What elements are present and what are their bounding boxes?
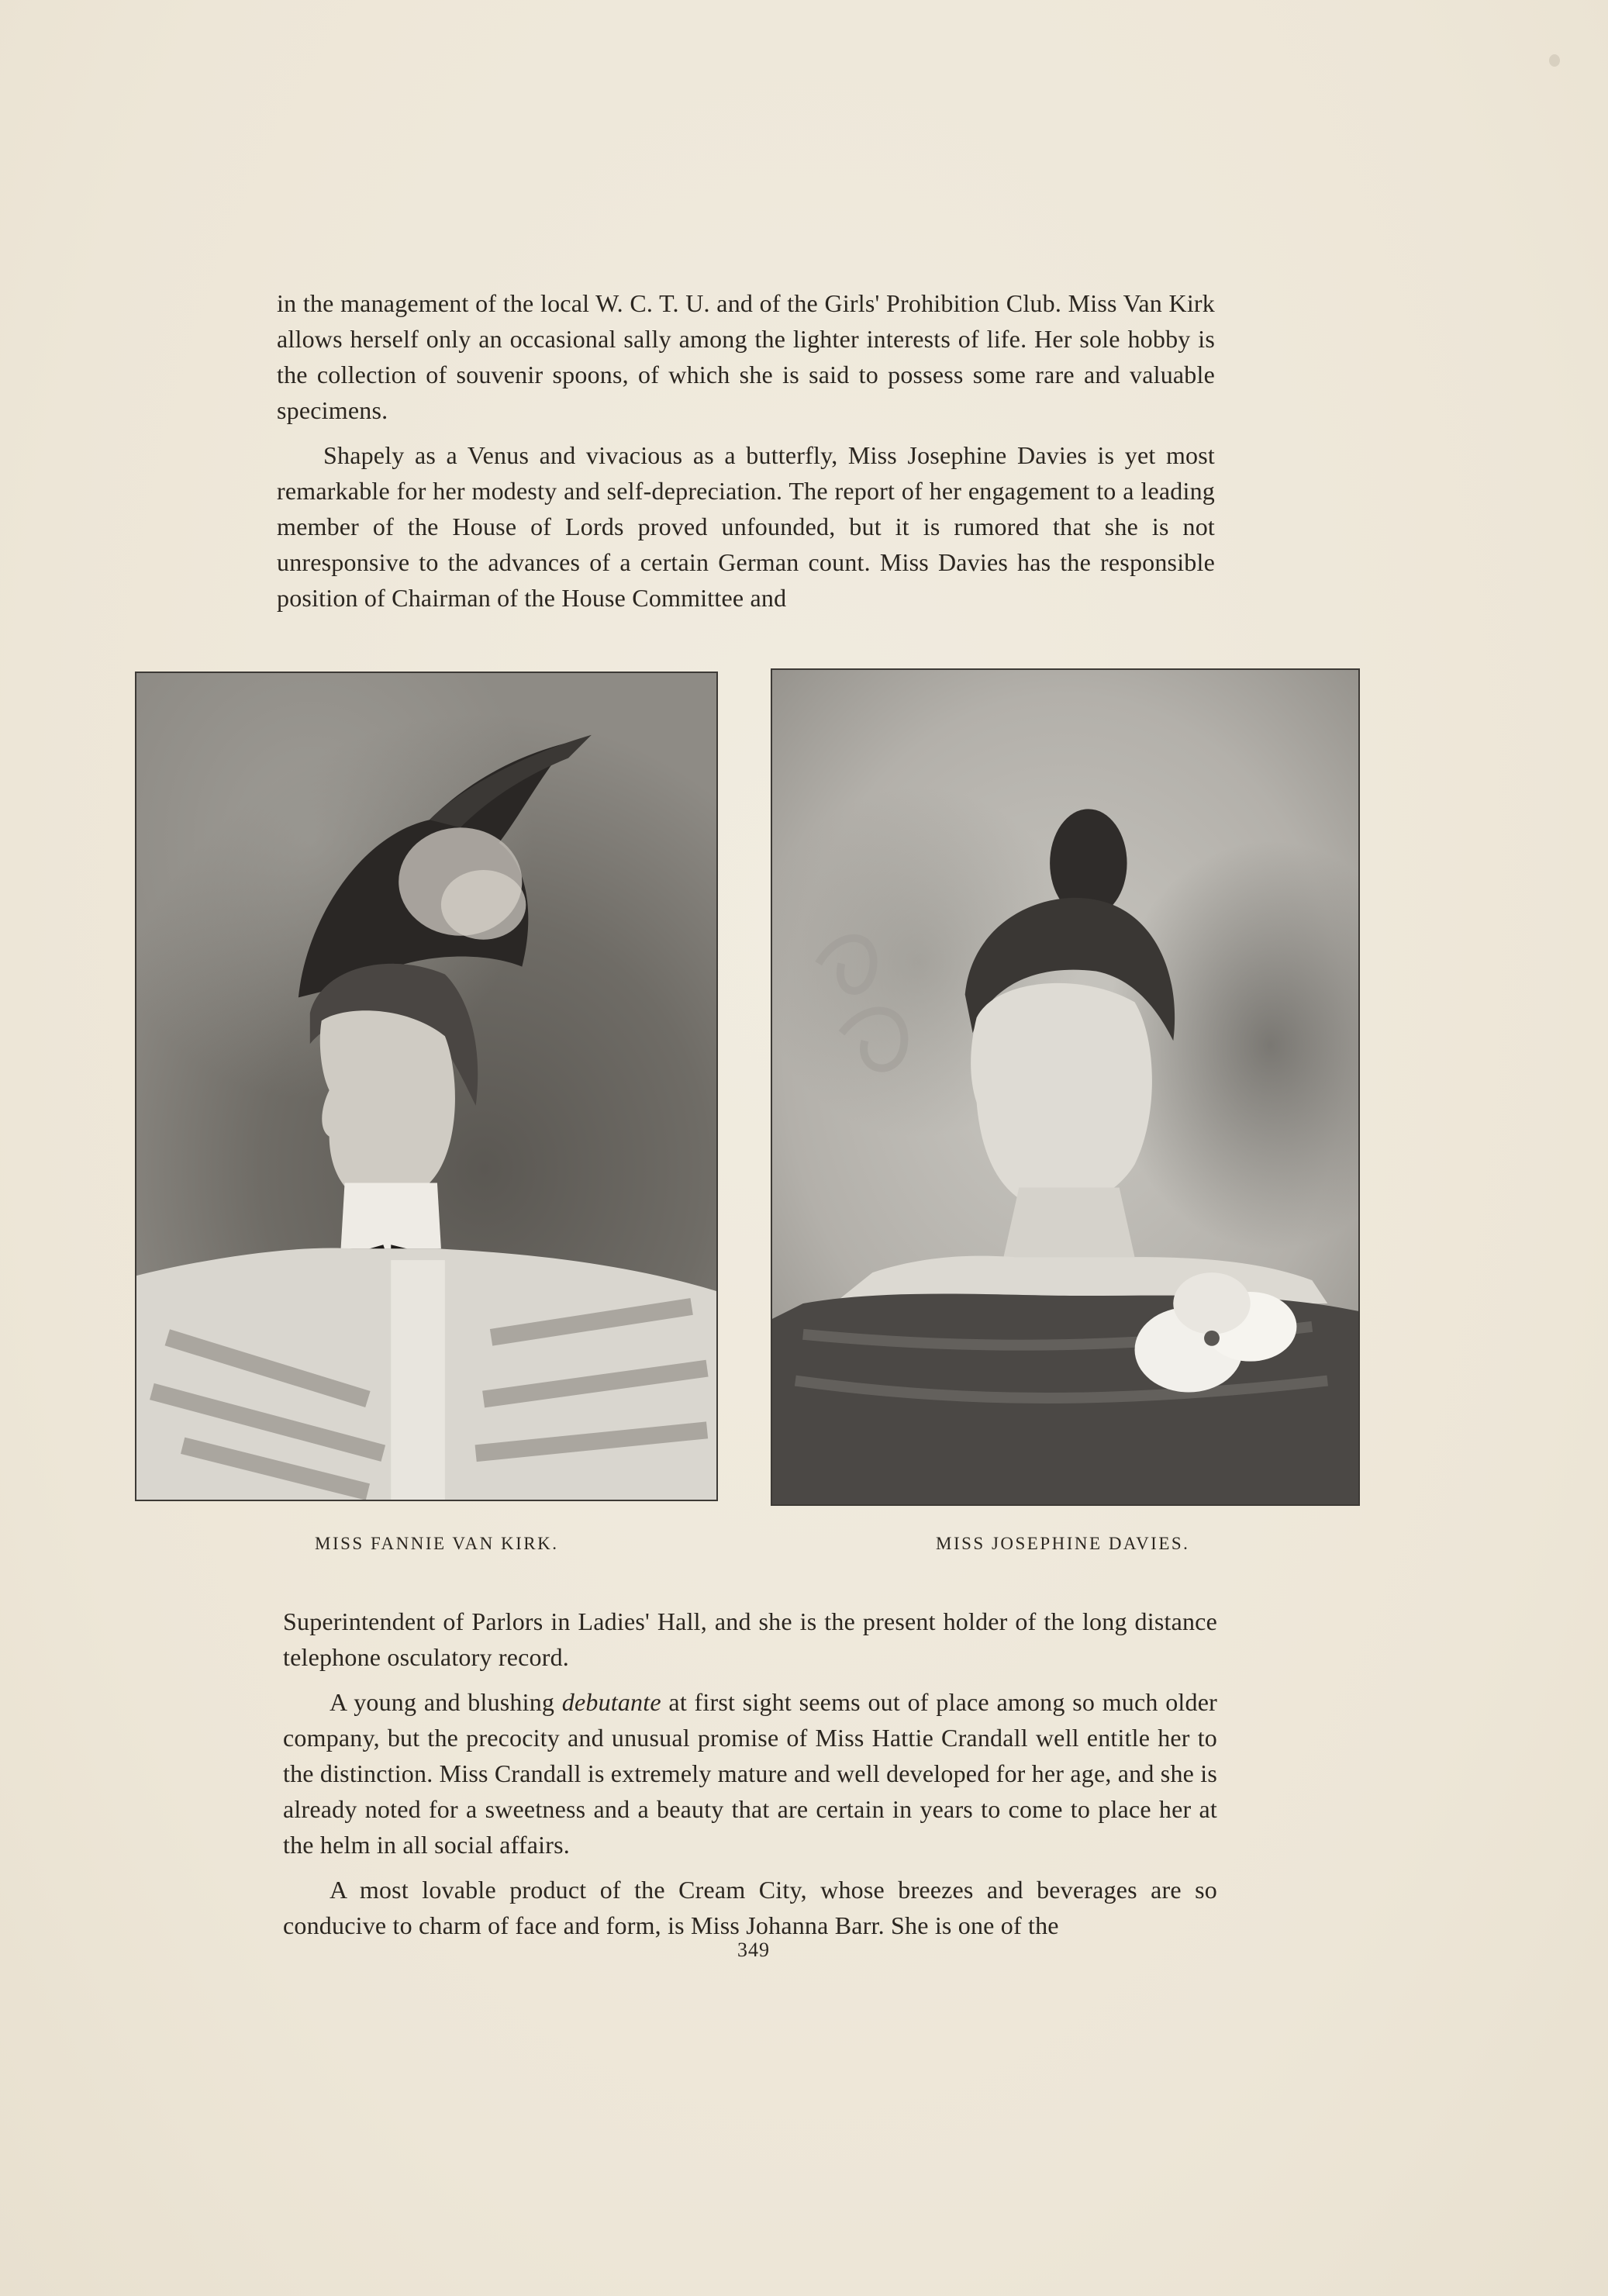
paragraph-davies-continued: Superintendent of Parlors in Ladies' Hall, and she is the present holder of the long distance telephone osculatory record. (283, 1607, 1217, 1671)
italic-debutante: debutante (561, 1688, 661, 1716)
portrait-josephine-davies (771, 668, 1360, 1506)
bottom-text-block (283, 1604, 1217, 1952)
paragraph-johanna-barr: A most lovable product of the Cream City, whose breezes and beverages are so conducive to charm of face and form, is Miss Johanna Barr. She is one of the (283, 1876, 1217, 1939)
caption-fannie-van-kirk: MISS FANNIE VAN KIRK. (315, 1534, 559, 1553)
page-number: 349 (737, 1939, 770, 1961)
portrait-fannie-van-kirk-illustration (136, 673, 716, 1500)
portrait-fannie-van-kirk (135, 672, 718, 1501)
paragraph-continued: in the management of the local W. C. T. U. and of the Girls' Prohibition Club. Miss Van Kirk allows herself only an occasional sally among the lighter interests of life. Her sole hobby is the collection of souvenir spoons, of which she is said to possess some rare and valuable specimens. (277, 289, 1215, 424)
paragraph-hattie-crandall-rest: at first sight seems out of place among so much older company, but the precocity and unusual promise of Miss Hattie Crandall well entitle her to the distinction. Miss Crandall is extremely mature and well developed for her age, and she is already noted for a sweetness and a beauty that are certain in years to come to place her at the helm in all social affairs. (283, 1688, 1217, 1859)
paragraph-hattie-crandall-start: A young and blushing (330, 1688, 562, 1716)
paper-speck (1549, 54, 1560, 67)
top-text-block (277, 285, 1215, 625)
paragraph-hattie-crandall (283, 1684, 1217, 1863)
paragraph-josephine-davies: Shapely as a Venus and vivacious as a butterfly, Miss Josephine Davies is yet most remarkable for her modesty and self-depreciation. The report of her engagement to a leading member of the House of Lords proved unfounded, but it is rumored that she is not unresponsive to the advances of a certain German count. Miss Davies has the responsible position of Chairman of the House Committee and (277, 441, 1215, 612)
portrait-josephine-davies-illustration (772, 670, 1358, 1504)
caption-josephine-davies: MISS JOSEPHINE DAVIES. (936, 1534, 1190, 1553)
